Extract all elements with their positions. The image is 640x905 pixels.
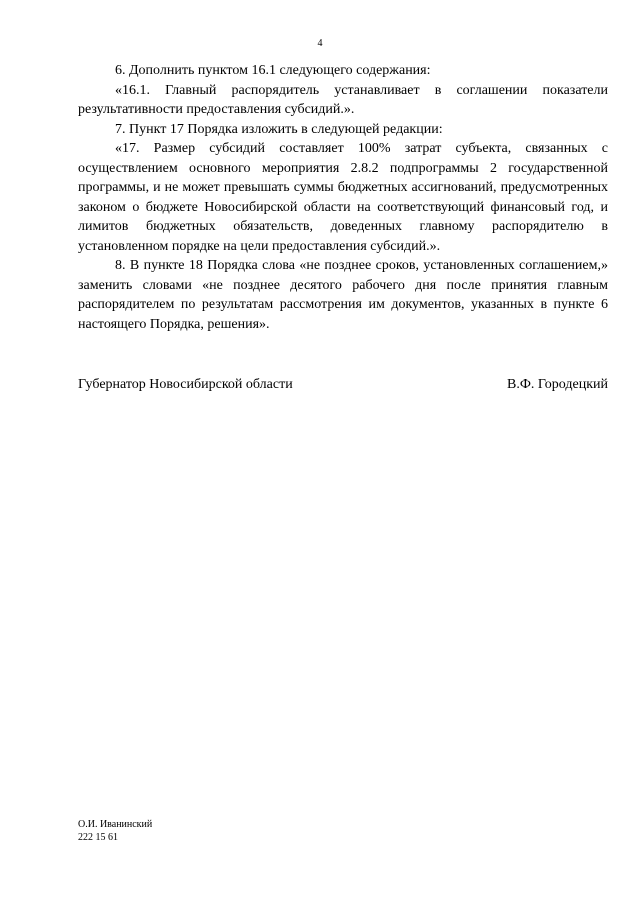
paragraph-item-8: 8. В пункте 18 Порядка слова «не позднее сроков, установленных соглашением,» заменить словами «не позднее десятого рабочего дня после принятия главным распорядителем по результатам рассмотрения им документов, указанных в пункте 6 настоящего Порядка, решения».: [78, 258, 608, 332]
paragraph-item-7: 7. Пункт 17 Порядка изложить в следующей редакции:: [115, 121, 443, 137]
executor-phone: 222 15 61: [78, 832, 118, 843]
signatory-name: В.Ф. Городецкий: [507, 377, 608, 392]
executor-name: О.И. Иванинский: [78, 819, 153, 830]
page-number: 4: [317, 38, 323, 49]
executor-info: [78, 818, 152, 844]
signatory-position: Губернатор Новосибирской области: [78, 377, 293, 392]
document-body: [78, 61, 608, 334]
paragraph-item-16-1: «16.1. Главный распорядитель устанавливает в соглашении показатели результативности предоставления субсидий.».: [78, 82, 608, 117]
signature-block: [78, 375, 608, 394]
paragraph-item-17: «17. Размер субсидий составляет 100% затрат субъекта, связанных с осуществлением основного мероприятия 2.8.2 подпрограммы 2 государственной программы, и не может превышать суммы бюджетных ассигнований, предусмотренных законом о бюджете Новосибирской области на соответствующий финансовый год, и лимитов бюджетных обязательств, доведенных главному распорядителю в установленном порядке на цели предоставления субсидий.».: [78, 141, 608, 254]
paragraph-item-6: 6. Дополнить пунктом 16.1 следующего содержания:: [115, 63, 431, 78]
